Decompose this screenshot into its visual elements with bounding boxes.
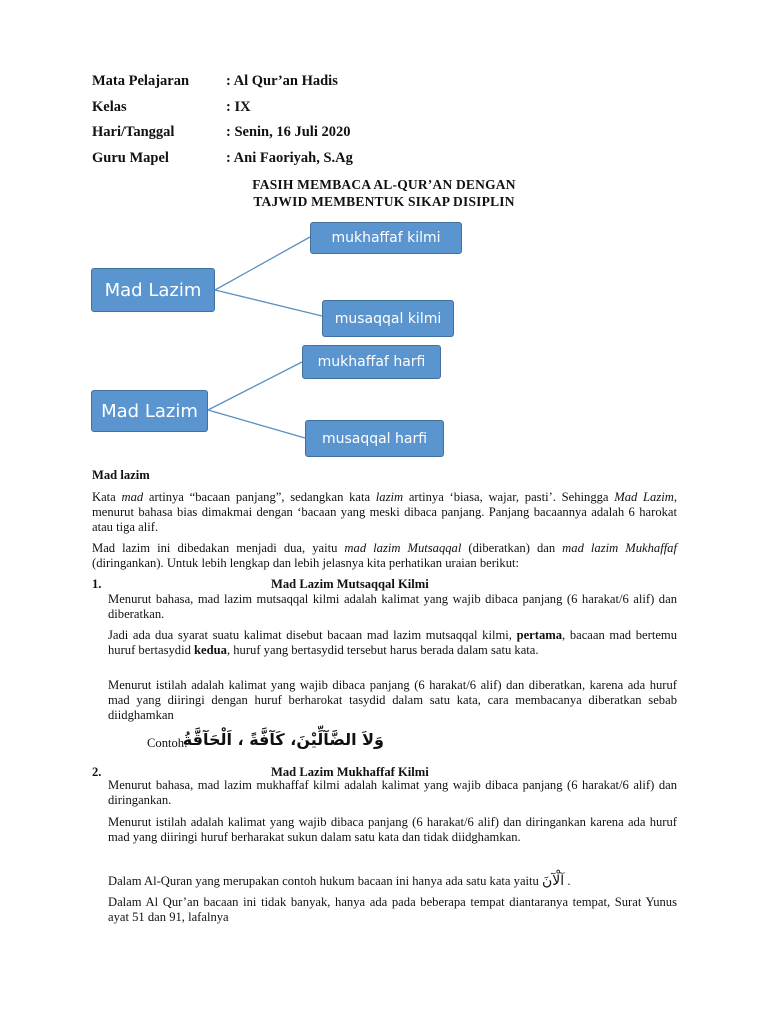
item2-arabic-word: آلْآنَ: [542, 873, 565, 889]
connector-line: [208, 410, 305, 438]
paragraph-definition: Kata mad artinya “bacaan panjang”, sedangkan kata lazim artinya ‘biasa, wajar, pasti’. Sehingga Mad Lazim, menurut bahasa bias dimakmai dengan ‘bacaan yang meski dibaca panjang. Panjang bacaannya adalah 6 harokat atau tiga alif.: [92, 490, 677, 534]
item2-paragraph4: Dalam Al Qur’an bacaan ini tidak banyak, hanya ada pada beberapa tempat diantaranya tempat, Surat Yunus ayat 51 dan 91, lafalnya: [108, 895, 677, 924]
header-key: Kelas: [92, 99, 127, 115]
connector-line: [215, 237, 310, 290]
diagram2-top-box: [302, 345, 441, 379]
header-key: Mata Pelajaran: [92, 73, 190, 89]
page-title-line1: FASIH MEMBACA AL-QUR’AN DENGAN: [252, 177, 516, 192]
item1-number: 1.: [92, 577, 102, 591]
item1-paragraph1: Menurut bahasa, mad lazim mutsaqqal kilmi adalah kalimat yang wajib dibaca panjang (6 harakat/6 alif) dan diberatkan.: [108, 592, 677, 621]
diagram1-bottom-box: [322, 300, 454, 337]
diagram2-root-label: Mad Lazim: [101, 400, 198, 422]
item2-paragraph3: Dalam Al-Quran yang merupakan contoh hukum bacaan ini hanya ada satu kata yaitu آلْآنَ .: [108, 873, 571, 889]
item2-heading: Mad Lazim Mukhaffaf Kilmi: [271, 765, 429, 779]
page-title-line2: TAJWID MEMBENTUK SIKAP DISIPLIN: [253, 194, 515, 209]
header-key: Hari/Tanggal: [92, 124, 175, 140]
diagram1-root-label: Mad Lazim: [104, 279, 202, 301]
item1-example-label: Contoh:: [147, 736, 188, 750]
header-value: : Senin, 16 Juli 2020: [226, 124, 351, 140]
diagram2-top-label: mukhaffaf harfi: [317, 354, 426, 370]
item1-example-arabic: وَلاَ الضَّآلِّيْنَ، كَآفَّةً ، اَلْحَآقَّةُ: [182, 730, 384, 749]
item1-paragraph2: Jadi ada dua syarat suatu kalimat disebut bacaan mad lazim mutsaqqal kilmi, pertama, bacaan mad bertemu huruf bertasydid kedua, huruf yang bertasydid tersebut harus berada dalam satu kata.: [108, 628, 677, 657]
header-value: : Al Qur’an Hadis: [226, 73, 338, 89]
diagram2-bottom-box: [305, 420, 444, 457]
item1-heading: Mad Lazim Mutsaqqal Kilmi: [271, 577, 429, 591]
header-value: : Ani Faoriyah, S.Ag: [226, 150, 353, 166]
connector-line: [215, 290, 322, 316]
item2-paragraph2: Menurut istilah adalah kalimat yang wajib dibaca panjang (6 harakat/6 alif) dan diringankan karena ada huruf mad yang diiringi huruf berharakat sukun dalam satu kata dan tidak diidghamkan.: [108, 815, 677, 844]
header-key: Guru Mapel: [92, 150, 169, 166]
header-value: : IX: [226, 99, 251, 115]
diagram1-top-box: [310, 222, 462, 254]
connector-line: [208, 362, 302, 410]
diagram2-bottom-label: musaqqal harfi: [321, 430, 428, 447]
item2-paragraph1: Menurut bahasa, mad lazim mukhaffaf kilmi adalah kalimat yang wajib dibaca panjang (6 harakat/6 alif) dan diringankan.: [108, 778, 677, 807]
diagram2-root-box: [91, 390, 208, 432]
section-heading: Mad lazim: [92, 468, 150, 482]
diagram1-top-label: mukhaffaf kilmi: [331, 230, 441, 246]
paragraph-division: Mad lazim ini dibedakan menjadi dua, yaitu mad lazim Mutsaqqal (diberatkan) dan mad lazim Mukhaffaf (diringankan). Untuk lebih lengkap dan lebih jelasnya kita perhatikan uraian berikut:: [92, 541, 677, 570]
item1-paragraph3: Menurut istilah adalah kalimat yang wajib dibaca panjang (6 harakat/6 alif) dan diberatkan, karena ada huruf mad yang diiringi dengan huruf berharokat tasydid dalam satu kata, cara membacanya diberatkan sebab diidghamkan: [108, 678, 677, 722]
diagram1-bottom-label: musaqqal kilmi: [334, 310, 442, 327]
item2-number: 2.: [92, 765, 102, 779]
diagram1-root-box: [91, 268, 215, 312]
